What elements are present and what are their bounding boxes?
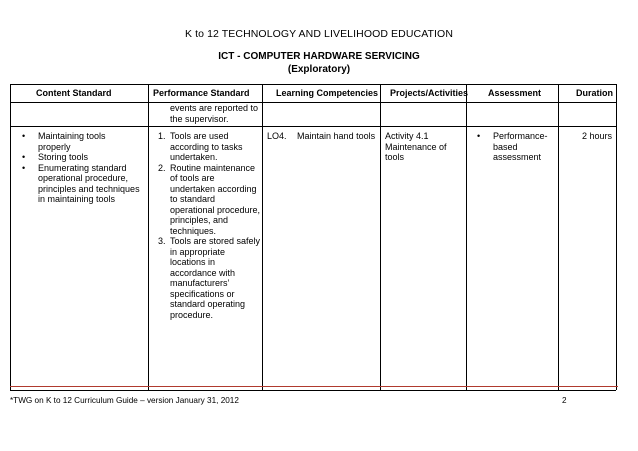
column-divider (262, 84, 263, 390)
table-bottom-border (10, 390, 616, 391)
document-title: K to 12 TECHNOLOGY AND LIVELIHOOD EDUCATION (184, 28, 454, 40)
performance-standard-item (150, 163, 262, 237)
activity-title: Activity 4.1 (385, 131, 429, 141)
cell-assessment (473, 131, 553, 163)
page-number: 2 (562, 396, 567, 405)
header-duration: Duration (576, 88, 613, 98)
item-text: Routine maintenance of tools are undertaken according to standard operational procedure, principles, and techniques. (170, 162, 261, 236)
column-divider (10, 84, 11, 390)
content-standard-item: • Maintaining tools properly (18, 131, 140, 152)
cell-learning-competency (267, 131, 377, 142)
subtitle-level: (Exploratory) (287, 64, 351, 75)
activity-description: Maintenance of tools (385, 141, 447, 162)
table-header-border (10, 102, 616, 103)
column-divider (466, 84, 467, 390)
item-text: Tools are stored safely in appropriate locations in accordance with manufacturers’ specifications or standard operating procedure. (170, 236, 261, 320)
column-divider (558, 84, 559, 390)
performance-standard-item (150, 131, 262, 163)
item-text: Tools are used according to tasks undertaken. (170, 131, 243, 162)
column-divider (148, 84, 149, 390)
header-assessment: Assessment (488, 88, 542, 98)
table-header-row (10, 86, 616, 102)
assessment-item: • Performance-based assessment (473, 131, 553, 163)
header-projects-activities: Projects/Activities (390, 88, 469, 98)
footer-divider (10, 386, 618, 387)
table-top-border (10, 84, 616, 85)
header-learning-competencies: Learning Competencies (276, 88, 379, 98)
cell-duration (562, 131, 612, 142)
document-subtitle (0, 50, 638, 76)
footer-note: *TWG on K to 12 Curriculum Guide – version January 31, 2012 (10, 396, 239, 405)
item-number: 1. (158, 131, 166, 141)
cell-performance-standard (150, 131, 262, 320)
row-separator (10, 126, 616, 127)
performance-standard-item (150, 236, 262, 320)
column-divider (616, 84, 617, 390)
competency-code: LO4. (267, 131, 287, 141)
content-standard-item: • Storing tools (18, 152, 140, 163)
cell-content-standard (18, 131, 140, 205)
content-standard-item: • Enumerating standard operational procedure, principles and techniques in maintaining tools (18, 163, 140, 205)
cell-projects-activities (385, 131, 463, 163)
subtitle-course: ICT - COMPUTER HARDWARE SERVICING (218, 51, 420, 62)
item-number: 3. (158, 236, 166, 246)
header-content-standard: Content Standard (36, 88, 112, 98)
competency-text: Maintain hand tools (297, 131, 376, 141)
duration-value: 2 hours (581, 131, 612, 141)
carryover-text: events are reported to the supervisor. (170, 103, 259, 124)
column-divider (380, 84, 381, 390)
item-number: 2. (158, 162, 166, 173)
header-performance-standard: Performance Standard (153, 88, 250, 98)
